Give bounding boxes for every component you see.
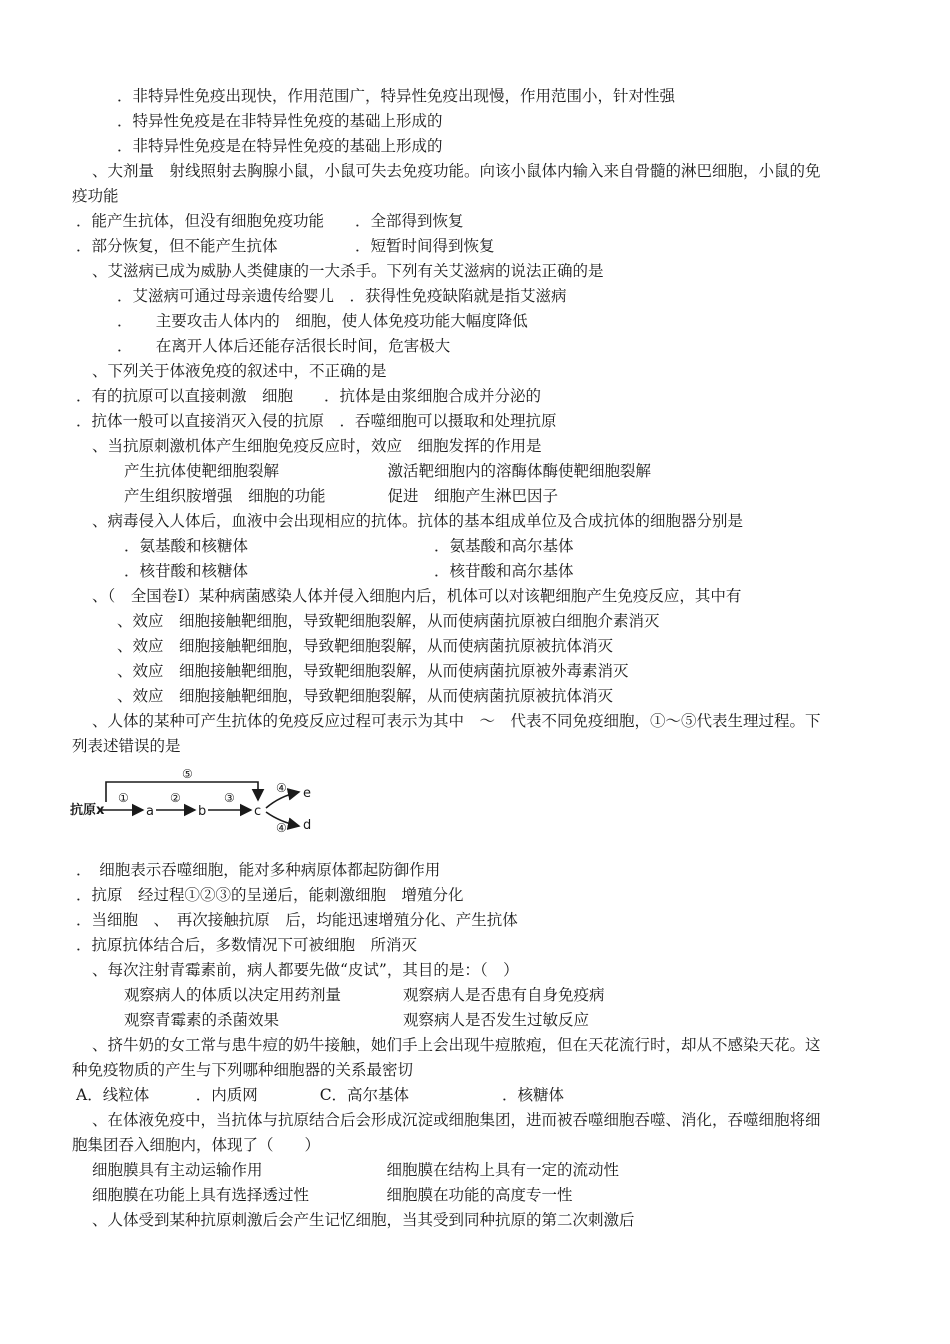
text-line: ．艾滋病可通过母亲遗传给婴儿 ．获得性免疫缺陷就是指艾滋病 — [117, 287, 567, 305]
text-line: ．当细胞 、 再次接触抗原 后，均能迅速增殖分化、产生抗体 — [76, 911, 518, 929]
step-4b-label: ④ — [276, 821, 287, 835]
text-line: 、效应 细胞接触靶细胞，导致靶细胞裂解，从而使病菌抗原被白细胞介素消灭 — [117, 612, 660, 630]
text-line: 、人体受到某种抗原刺激后会产生记忆细胞，当其受到同种抗原的第二次刺激后 — [92, 1211, 635, 1229]
text-line: 、挤牛奶的女工常与患牛痘的奶牛接触，她们手上会出现牛痘脓疱，但在天花流行时，却从不感染天花。这 — [92, 1036, 821, 1054]
text-line: 、（ 全国卷Ⅰ）某种病菌感染人体并侵入细胞内后，机体可以对该靶细胞产生免疫反应，其中有 — [92, 587, 742, 605]
text-line: ． 在离开人体后还能存活很长时间，危害极大 — [117, 337, 451, 355]
step-5-label: ⑤ — [182, 767, 193, 781]
text-line: ．核苷酸和核糖体 ．核苷酸和高尔基体 — [124, 562, 574, 580]
text-line: 产生抗体使靶细胞裂解 激活靶细胞内的溶酶体酶使靶细胞裂解 — [124, 462, 652, 480]
text-line: 、每次注射青霉素前，病人都要先做“皮试”，其目的是：（ ） — [92, 961, 519, 979]
text-line: 、下列关于体液免疫的叙述中，不正确的是 — [92, 362, 387, 380]
text-line: 胞集团吞入细胞内，体现了（ ） — [72, 1136, 321, 1154]
text-line: A．线粒体 ．内质网 C．高尔基体 ．核糖体 — [76, 1086, 565, 1104]
text-line: ． 主要攻击人体内的 细胞，使人体免疫功能大幅度降低 — [117, 312, 528, 330]
text-line: 、人体的某种可产生抗体的免疫反应过程可表示为其中 ～ 代表不同免疫细胞，①～⑤代表生理过程。下 — [92, 712, 821, 730]
step-4a-label: ④ — [276, 781, 287, 795]
text-line: 种免疫物质的产生与下列哪种细胞器的关系最密切 — [72, 1061, 414, 1079]
node-b: b — [198, 804, 207, 819]
text-line: ．非特异性免疫是在特异性免疫的基础上形成的 — [117, 137, 443, 155]
node-antigen-x: 抗原x — [70, 803, 105, 818]
text-line: 、艾滋病已成为威胁人类健康的一大杀手。下列有关艾滋病的说法正确的是 — [92, 262, 604, 280]
text-line: 、大剂量 射线照射去胸腺小鼠，小鼠可失去免疫功能。向该小鼠体内输入来自骨髓的淋巴细胞，小鼠的免 — [92, 162, 821, 180]
text-line: ． 细胞表示吞噬细胞，能对多种病原体都起防御作用 — [76, 861, 441, 879]
text-line: 细胞膜在功能上具有选择透过性 细胞膜在功能的高度专一性 — [92, 1186, 573, 1204]
text-line: 、效应 细胞接触靶细胞，导致靶细胞裂解，从而使病菌抗原被抗体消灭 — [117, 637, 614, 655]
text-line: 、当抗原刺激机体产生细胞免疫反应时，效应 细胞发挥的作用是 — [92, 437, 542, 455]
text-line: ．有的抗原可以直接刺激 细胞 ．抗体是由浆细胞合成并分泌的 — [76, 387, 542, 405]
text-line: 、效应 细胞接触靶细胞，导致靶细胞裂解，从而使病菌抗原被抗体消灭 — [117, 687, 614, 705]
step-1-label: ① — [118, 791, 129, 805]
text-line: ．特异性免疫是在非特异性免疫的基础上形成的 — [117, 112, 443, 130]
node-a: a — [146, 804, 154, 819]
step-2-label: ② — [170, 791, 181, 805]
text-line: 列表述错误的是 — [72, 737, 181, 755]
text-line: 观察病人的体质以决定用药剂量 观察病人是否患有自身免疫病 — [124, 986, 605, 1004]
text-line: 、病毒侵入人体后，血液中会出现相应的抗体。抗体的基本组成单位及合成抗体的细胞器分别是 — [92, 512, 744, 530]
text-line: ．非特异性免疫出现快，作用范围广，特异性免疫出现慢，作用范围小，针对性强 — [117, 87, 676, 105]
text-line: 、效应 细胞接触靶细胞，导致靶细胞裂解，从而使病菌抗原被外毒素消灭 — [117, 662, 629, 680]
text-line: 、在体液免疫中，当抗体与抗原结合后会形成沉淀或细胞集团，进而被吞噬细胞吞噬、消化，吞噬细胞将细 — [92, 1111, 821, 1129]
text-line: 观察青霉素的杀菌效果 观察病人是否发生过敏反应 — [124, 1011, 590, 1029]
text-line: 产生组织胺增强 细胞的功能 促进 细胞产生淋巴因子 — [124, 487, 559, 505]
immune-process-diagram — [70, 762, 330, 842]
text-line: 疫功能 — [72, 187, 119, 205]
node-c: c — [254, 804, 262, 819]
text-line: ．氨基酸和核糖体 ．氨基酸和高尔基体 — [124, 537, 574, 555]
text-line: ．抗原 经过程①②③的呈递后，能刺激细胞 增殖分化 — [76, 886, 464, 904]
node-e: e — [303, 786, 311, 801]
node-d: d — [303, 818, 312, 833]
text-line: 细胞膜具有主动运输作用 细胞膜在结构上具有一定的流动性 — [92, 1161, 620, 1179]
text-line: ．抗体一般可以直接消灭入侵的抗原 ．吞噬细胞可以摄取和处理抗原 — [76, 412, 557, 430]
step-3-label: ③ — [224, 791, 235, 805]
text-line: ．部分恢复，但不能产生抗体 ．短暂时间得到恢复 — [76, 237, 495, 255]
text-line: ．抗原抗体结合后，多数情况下可被细胞 所消灭 — [76, 936, 418, 954]
arrow-step-5 — [106, 782, 258, 802]
text-line: ．能产生抗体，但没有细胞免疫功能 ．全部得到恢复 — [76, 212, 464, 230]
